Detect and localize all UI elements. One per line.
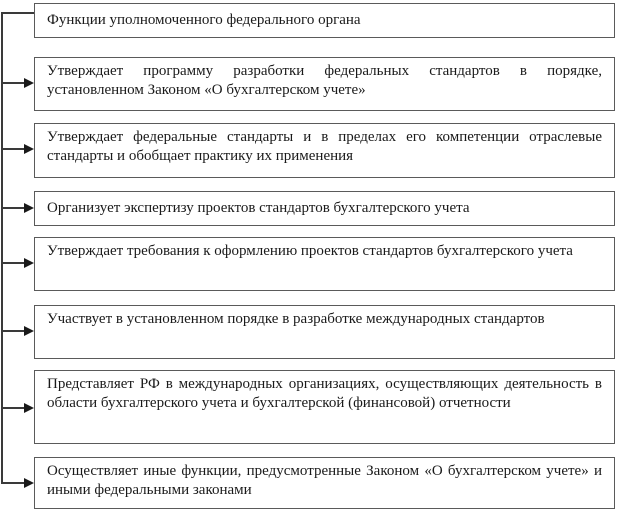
function-label: Осуществляет иные функции, предусмотренные Законом «О бухгалтерском учете» и иными федеральными законами — [47, 463, 602, 498]
function-box-2 — [34, 123, 615, 178]
function-label: Представляет РФ в международных организациях, осуществляющих деятельность в области бухгалтерского учета и бухгалтерской (финансовой) отчетности — [47, 376, 602, 411]
root-label: Функции уполномоченного федерального органа — [47, 12, 361, 28]
arrow-icon — [1, 258, 34, 268]
function-label: Участвует в установленном порядке в разработке международных стандартов — [47, 311, 545, 327]
arrow-icon — [1, 403, 34, 413]
function-label: Утверждает требования к оформлению проектов стандартов бухгалтерского учета — [47, 243, 573, 259]
function-box-1 — [34, 57, 615, 111]
function-label: Организует экспертизу проектов стандартов бухгалтерского учета — [47, 200, 470, 216]
arrow-icon — [1, 144, 34, 154]
function-box-4 — [34, 237, 615, 291]
root-function-box — [34, 3, 615, 38]
arrow-icon — [1, 326, 34, 336]
arrow-icon — [1, 203, 34, 213]
function-box-5 — [34, 305, 615, 359]
arrow-icon — [1, 478, 34, 488]
function-label: Утверждает федеральные стандарты и в пределах его компетенции отраслевые стандарты и обобщает практику их применения — [47, 129, 602, 164]
function-box-6 — [34, 370, 615, 444]
function-box-7 — [34, 457, 615, 509]
function-box-3 — [34, 191, 615, 226]
function-label: Утверждает программу разработки федеральных стандартов в порядке, установленном Законом «О бухгалтерском учете» — [47, 63, 602, 98]
arrow-icon — [1, 78, 34, 88]
root-connector-line — [1, 12, 34, 14]
